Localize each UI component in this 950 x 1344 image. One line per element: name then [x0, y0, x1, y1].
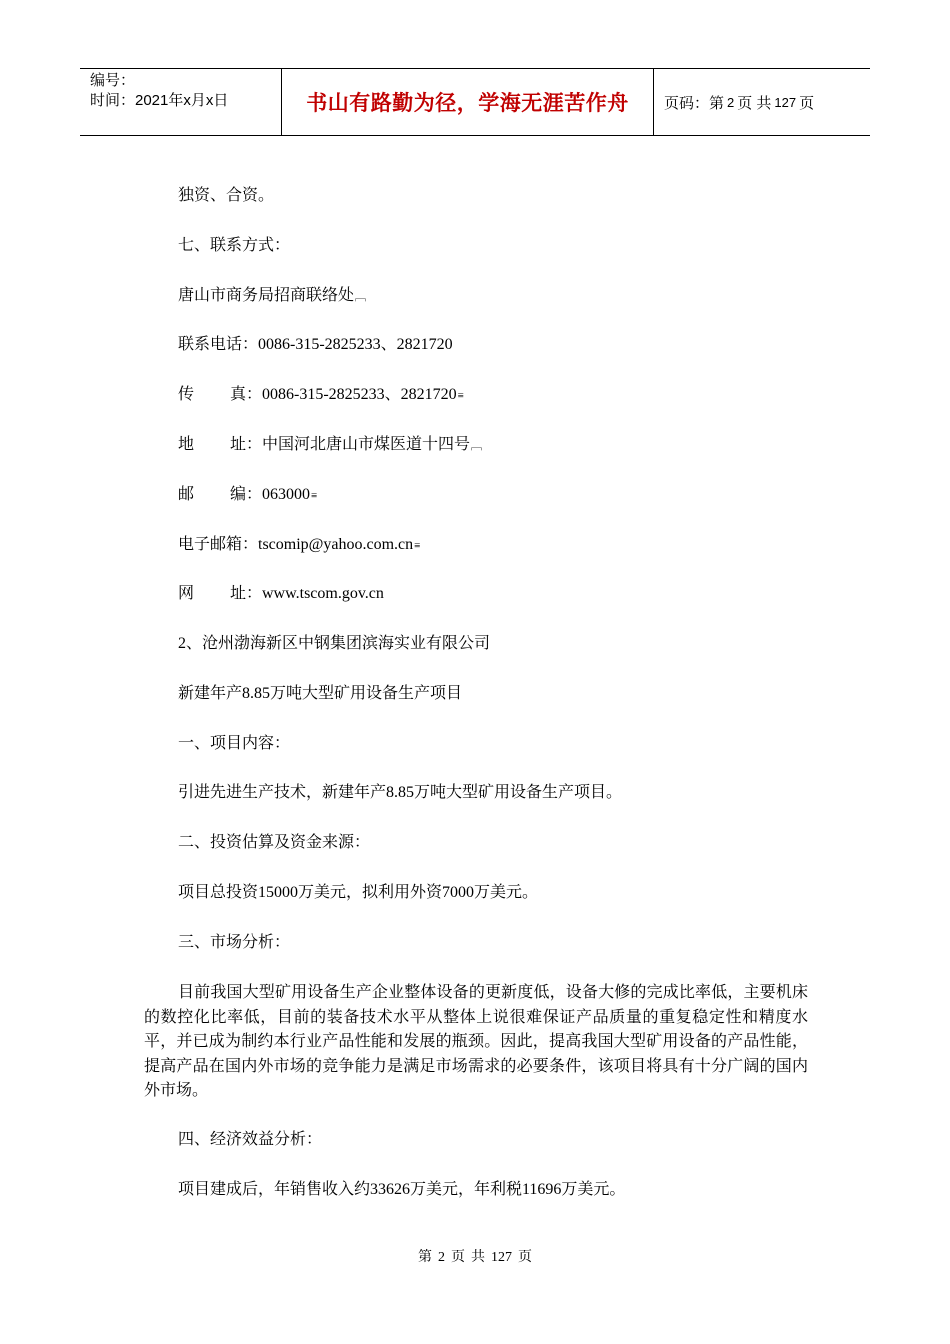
- contact-fax: [178, 383, 464, 408]
- document-number-label: 编号：: [90, 72, 136, 89]
- footer-total-pages: 127: [491, 1250, 512, 1265]
- website-value: www.tscom.gov.cn: [262, 585, 384, 602]
- contact-address: [178, 433, 482, 458]
- company-heading: 2、沧州渤海新区中钢集团滨海实业有限公司: [178, 635, 491, 652]
- page-current: 2: [727, 94, 735, 110]
- section-heading-contact: 七、联系方式：: [178, 237, 291, 254]
- header-meta: [80, 69, 282, 135]
- body-line: 独资、合资。: [178, 187, 275, 204]
- page-header: [80, 68, 870, 136]
- project-title: 新建年产8.85万吨大型矿用设备生产项目: [178, 685, 463, 702]
- postcode-value: 063000: [262, 486, 310, 503]
- header-motto: 书山有路勤为径，学海无涯苦作舟: [282, 69, 654, 135]
- contact-email: 电子邮箱：tscomip@yahoo.com.cn≡: [178, 536, 421, 553]
- footer-current-page: 2: [438, 1250, 445, 1265]
- header-page-info: [654, 69, 870, 135]
- page-prefix: 页码：第: [664, 94, 725, 112]
- contact-website: [178, 582, 384, 606]
- market-analysis-paragraph: 目前我国大型矿用设备生产企业整体设备的更新度低，设备大修的完成比率低，主要机床的数控化比率低，目前的装备技术水平从整体上说很难保证产品质量的重复稳定性和精度水平，并已成为制约本行业产品性能和发展的瓶颈。因此，提高我国大型矿用设备的产品性能，提高产品在国内外市场的竞争能力是满足市场需求的必要条件，该项目将具有十分广阔的国内外市场。: [144, 984, 808, 1099]
- document-date: 时间：2021年x月x日: [90, 92, 229, 109]
- line-mark-icon: ≡: [457, 390, 464, 402]
- line-mark-icon: ≡: [311, 490, 318, 502]
- page-mid: 页 共: [737, 94, 772, 112]
- contact-phone: 联系电话：0086-315-2825233、2821720: [178, 336, 453, 353]
- body-line: 引进先进生产技术，新建年产8.85万吨大型矿用设备生产项目。: [178, 784, 623, 801]
- fax-value: 0086-315-2825233、2821720: [262, 386, 457, 403]
- page-suffix: 页: [799, 94, 815, 112]
- body-line: [178, 284, 366, 309]
- address-value: 中国河北唐山市煤医道十四号: [262, 436, 471, 453]
- section-heading-content: 一、项目内容：: [178, 735, 291, 752]
- postcode-label: 邮 编：: [178, 486, 262, 503]
- paragraph-mark-icon: ﹇: [471, 440, 483, 452]
- line-mark-icon: ≡: [414, 540, 421, 552]
- section-heading-investment: 二、投资估算及资金来源：: [178, 834, 371, 851]
- contact-postcode: [178, 483, 317, 508]
- body-line: 项目总投资15000万美元，拟利用外资7000万美元。: [178, 884, 539, 901]
- paragraph-mark-icon: ﹇: [355, 291, 367, 303]
- page-total: 127: [774, 94, 797, 110]
- page-footer: 第 2 页 共 127 页: [418, 1250, 532, 1265]
- address-label: 地 址：: [178, 436, 262, 453]
- contact-office: 唐山市商务局招商联络处: [178, 287, 355, 304]
- section-heading-market: 三、市场分析：: [178, 934, 291, 951]
- fax-label: 传 真：: [178, 386, 262, 403]
- section-heading-economics: 四、经济效益分析：: [178, 1131, 323, 1148]
- body-line: 项目建成后，年销售收入约33626万美元，年利税11696万美元。: [178, 1181, 626, 1198]
- website-label: 网 址：: [178, 585, 262, 602]
